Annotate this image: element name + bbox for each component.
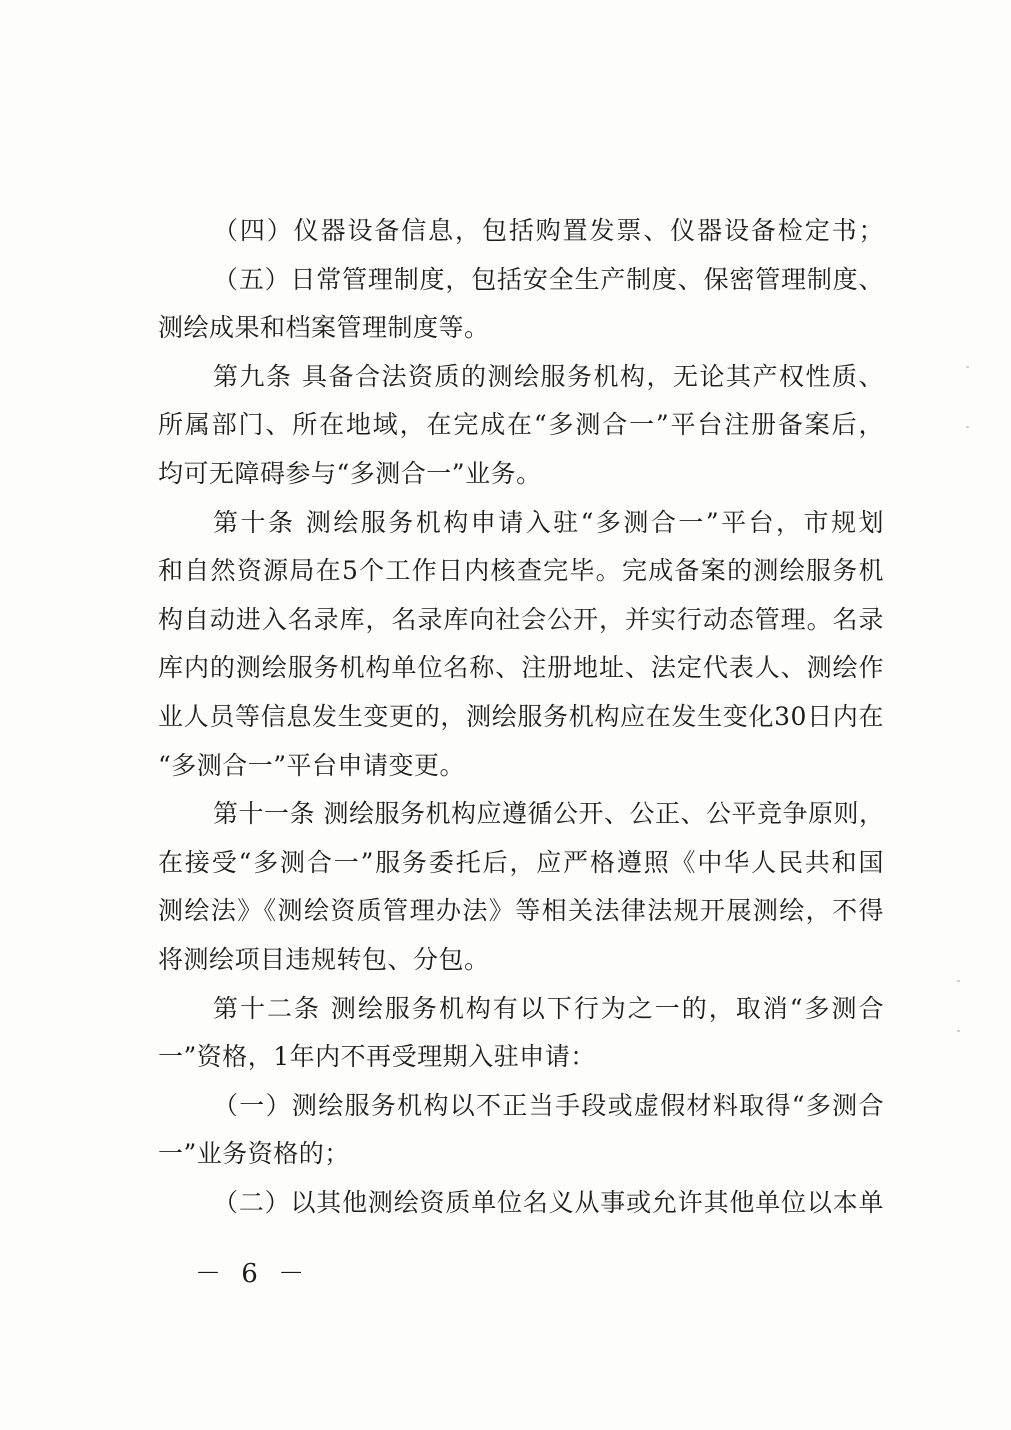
clause-5-management-system-continued: 测绘成果和档案管理制度等。 (158, 313, 490, 343)
article-12-item-1-line-2: 一”业务资格的； (158, 1139, 350, 1169)
scan-speck (966, 366, 969, 368)
clause-4-instrument-info: （四）仪器设备信息，包括购置发票、仪器设备检定书； (213, 216, 884, 245)
article-10-line-5: 业人员等信息发生变更的，测绘服务机构应在发生变化30日内在 (158, 701, 884, 731)
regulation-body-text (158, 207, 884, 1227)
article-11-line-2: 在接受“多测合一”服务委托后，应严格遵照《中华人民共和国 (158, 847, 884, 877)
article-10-line-1: 第十条 测绘服务机构申请入驻“多测合一”平台，市规划 (213, 507, 884, 537)
clause-5-management-system: （五）日常管理制度，包括安全生产制度、保密管理制度、 (213, 264, 884, 294)
article-12-item-2-line-1: （二）以其他测绘资质单位名义从事或允许其他单位以本单 (213, 1187, 884, 1217)
article-9-line-3: 均可无障碍参与“多测合一”业务。 (158, 458, 542, 488)
scan-speck (957, 980, 960, 982)
article-9-line-1: 第九条 具备合法资质的测绘服务机构，无论其产权性质、 (213, 361, 884, 391)
article-11-line-1: 第十一条 测绘服务机构应遵循公开、公正、公平竞争原则， (213, 799, 885, 829)
article-12-line-1: 第十二条 测绘服务机构有以下行为之一的，取消“多测合 (213, 993, 884, 1023)
article-10-line-4: 库内的测绘服务机构单位名称、注册地址、法定代表人、测绘作 (158, 653, 884, 683)
article-10-line-2: 和自然资源局在5个工作日内核查完毕。完成备案的测绘服务机 (158, 556, 884, 586)
scan-speck (957, 1030, 960, 1032)
article-12-line-2: 一”资格，1年内不再受理期入驻申请： (158, 1042, 596, 1072)
article-10-line-6: “多测合一”平台申请变更。 (158, 750, 466, 780)
article-11-line-3: 测绘法》《测绘资质管理办法》等相关法律法规开展测绘，不得 (158, 896, 884, 926)
article-10-line-3: 构自动进入名录库，名录库向社会公开，并实行动态管理。名录 (158, 604, 884, 634)
article-9-line-2: 所属部门、所在地域，在完成在“多测合一”平台注册备案后， (158, 410, 884, 440)
scan-speck (966, 426, 969, 428)
article-12-item-1-line-1: （一）测绘服务机构以不正当手段或虚假材料取得“多测合 (213, 1090, 884, 1120)
article-11-line-4: 将测绘项目违规转包、分包。 (158, 944, 490, 974)
page-number: － 6 － (195, 1259, 311, 1289)
